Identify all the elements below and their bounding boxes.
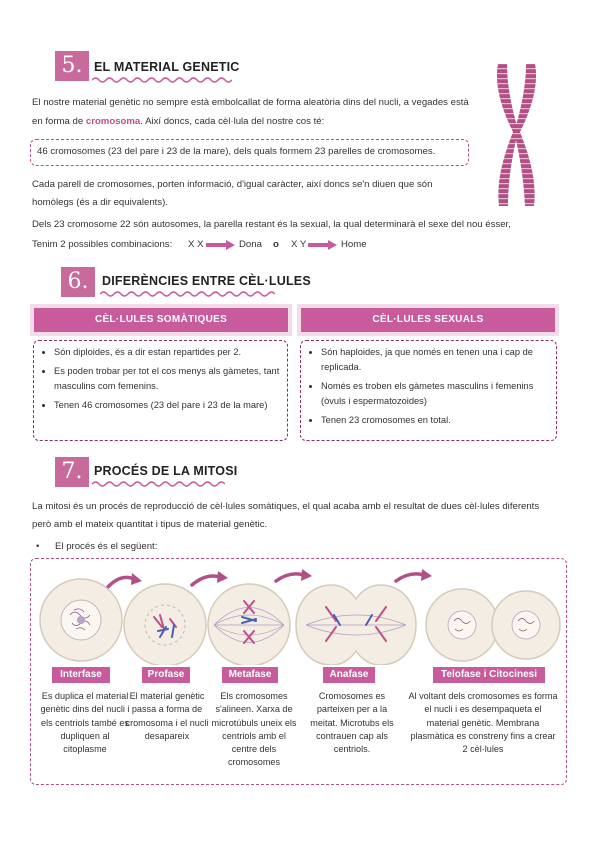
phase-label-telofase: Telofase i Citocinesi <box>433 667 545 683</box>
sexual-cells-header: CÈL·LULES SEXUALS <box>301 308 555 332</box>
phase-label-interfase: Interfase <box>52 667 110 683</box>
bullet-dot: • <box>36 541 40 552</box>
metafase-cell <box>208 584 290 665</box>
combo-xx-result: Dona <box>239 239 262 250</box>
combinations-intro: Tenim 2 possibles combinacions: <box>32 239 173 250</box>
interfase-cell <box>40 579 122 661</box>
title-underline <box>92 76 232 84</box>
section-5-paragraph-2: Cada parell de cromosomes, porten informació, d'igual caràcter, així doncs se'n diuen que són homòlegs (és a dir equivalents). <box>32 179 433 208</box>
section-7-intro: La mitosi és un procés de reproducció de cèl·lules somàtiques, el qual acaba amb el resultat de dues cèl·lules diferents però amb el mateix quantitat i tipus de material genètic. <box>32 501 540 530</box>
section-5-intro: El nostre material genètic no sempre està embolcallat de forma aleatòria dins del nucli, a vegades està en forma de cromosoma. Així doncs, cada cèl·lula del nostre cos té: <box>32 97 469 127</box>
phase-desc-interfase: Es duplica el material genètic dins del nucli i els centriols també es dupliquen al citoplasme <box>40 691 130 755</box>
list-item: • Tenen 46 cromosomes (23 del pare i 23 de la mare) <box>54 398 287 413</box>
phase-desc-profase: El material genètic passa a forma de cromosoma i el nucli desapareix <box>125 691 209 741</box>
list-item: • Són haploides, ja que només en tenen una i cap de replicada. <box>321 345 556 375</box>
combo-xx: X X <box>188 239 204 250</box>
section-5-title: EL MATERIAL GENETIC <box>94 60 240 74</box>
list-item: • Només es troben els gàmetes masculins i femenins (òvuls i espermatozoides) <box>321 379 556 409</box>
combo-or: o <box>273 239 279 250</box>
mitosis-diagram <box>34 565 564 665</box>
somatic-cells-list <box>33 340 288 441</box>
section-7-title: PROCÉS DE LA MITOSI <box>94 464 238 478</box>
list-item: • Tenen 23 cromosomes en total. <box>321 413 556 428</box>
phase-label-profase: Profase <box>142 667 190 683</box>
phase-desc-telofase: Al voltant dels cromosomes es forma el nucli i es desempaqueta el material genètic. Membrana plasmàtica es constreny fins a crear 2 cèl·lules <box>408 691 558 755</box>
process-intro: El procés és el següent: <box>55 541 158 552</box>
chromosome-count-text: 46 cromosomes (23 del pare i 23 de la mare), dels quals formem 23 parelles de cromosomes. <box>37 146 436 157</box>
phase-desc-anafase: Cromosomes es parteixen per a la meitat. Microtubs els contrauen cap als centriols. <box>310 691 394 755</box>
list-item: • Es poden trobar per tot el cos menys als gàmetes, tant masculins com femenins. <box>54 364 287 394</box>
combo-xy-result: Home <box>341 239 367 250</box>
list-item: • Són diploides, és a dir estan repartides per 2. <box>54 345 287 360</box>
phase-label-anafase: Anafase <box>323 667 375 683</box>
section-5-paragraph-3: Dels 23 cromosome 22 són autosomes, la parella restant és la sexual, la qual determinarà el sexe del nou ésser, <box>32 219 511 230</box>
section-7-number: 7. <box>55 457 89 487</box>
title-underline <box>92 480 225 488</box>
phase-label-metafase: Metafase <box>222 667 278 683</box>
title-underline <box>100 290 275 298</box>
combo-xy: X Y <box>291 239 307 250</box>
section-6-number: 6. <box>61 267 95 297</box>
chromosome-illustration <box>492 60 542 210</box>
section-6-title: DIFERÈNCIES ENTRE CÈL·LULES <box>102 274 311 288</box>
phase-desc-metafase: Els cromosomes s'alineen. Xarxa de microtúbuls uneix els centriols amb el centre dels cromosomes <box>211 691 297 768</box>
section-5-number: 5. <box>55 51 89 81</box>
sexual-cells-list <box>300 340 557 441</box>
arrow-right-icon <box>206 239 236 251</box>
profase-cell <box>124 584 206 665</box>
arrow-right-icon <box>308 239 338 251</box>
somatic-cells-header: CÈL·LULES SOMÀTIQUES <box>34 308 288 332</box>
anafase-cell <box>296 585 416 665</box>
telofase-cells <box>426 589 560 661</box>
